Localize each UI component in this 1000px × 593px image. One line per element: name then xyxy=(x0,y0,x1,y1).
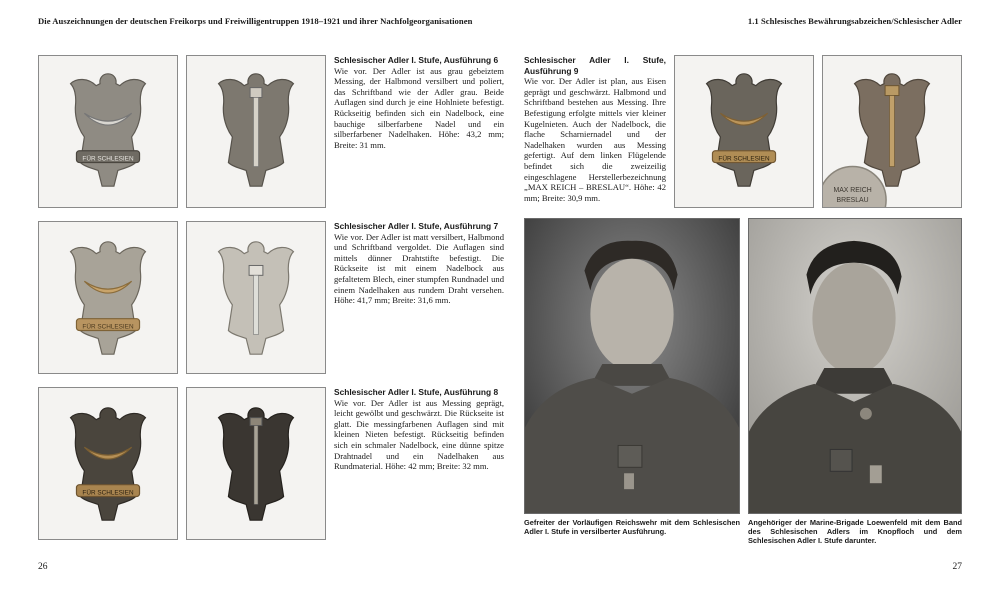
caption-right-portrait: Angehöriger der Marine-Brigade Loewenfeld mit dem Band des Schlesischen Adlers im Knopfloch und dem Schlesischen Adler I. Stufe darunter. xyxy=(748,518,962,546)
portrait-marine-brigade-photo xyxy=(748,218,962,514)
entry-8-body: Wie vor. Der Adler ist aus Messing geprägt, leicht gewölbt und geschwärzt. Die Rückseite ist glatt. Die messingfarbenen Auflagen sind mit kleinen Nieten befestigt. Rückseitig befinden sich ein schmaler Nadelbock, eine dünne spitze Drahtnadel und ein Nadelhaken aus Rundmaterial. Höhe: 42 mm; Breite: 32 mm. xyxy=(334,397,504,472)
portrait-reichswehr-photo xyxy=(524,218,740,514)
entry-6-title: Schlesischer Adler I. Stufe, Ausführung 6 xyxy=(334,55,499,65)
entry-6-text xyxy=(334,55,504,150)
entry-8-title: Schlesischer Adler I. Stufe, Ausführung 8 xyxy=(334,387,499,397)
entry-7-title: Schlesischer Adler I. Stufe, Ausführung 7 xyxy=(334,221,499,231)
maker-mark-line2: BRESLAU xyxy=(836,196,869,204)
badge-7-ribbon-text: FÜR SCHLESIEN xyxy=(82,323,134,331)
page-number-right: 27 xyxy=(952,562,962,572)
entry-6-body: Wie vor. Der Adler ist aus grau gebeiztem Messing, der Halbmond versilbert und poliert, das Schriftband wie der Adler grau. Beide Auflagen sind durch je eine Hohlniete befestigt. Rückseitig befinden sich ein Nadelbock, eine bauchige silberfarbene Nadel und ein silberfarbener Nadelhaken. Höhe: 43,2 mm; Breite: 31 mm. xyxy=(334,65,504,150)
running-header-left: Die Auszeichnungen der deutschen Freikorps und Freiwilligentruppen 1918–1921 und ihrer Nachfolgeorganisationen xyxy=(38,16,473,26)
badge-6-ribbon-text: FÜR SCHLESIEN xyxy=(82,155,134,163)
badge-9-front-photo xyxy=(674,55,814,208)
badge-9-ribbon-text: FÜR SCHLESIEN xyxy=(718,155,770,163)
entry-9-title: Schlesischer Adler I. Stufe, Ausführung 9 xyxy=(524,55,666,76)
badge-8-front-photo xyxy=(38,387,178,540)
badge-7-front-photo xyxy=(38,221,178,374)
badge-8-ribbon-text: FÜR SCHLESIEN xyxy=(82,489,134,497)
badge-6-front-photo xyxy=(38,55,178,208)
entry-7-body: Wie vor. Der Adler ist matt versilbert, Halbmond und Schriftband vergoldet. Die Auflagen sind mittels dünner Drahtstifte befestigt. Die Rückseite ist mit einem Nadelbock aus gefaltetem Blech, einer stumpfen Rundnadel und einem Nadelhaken aus rundem Draht versehen. Höhe: 41,7 mm; Breite: 31,6 mm. xyxy=(334,231,504,306)
running-header-right: 1.1 Schlesisches Bewährungsabzeichen/Schlesischer Adler xyxy=(747,16,962,26)
page-number-left: 26 xyxy=(38,562,48,572)
entry-7-text xyxy=(334,221,504,306)
entry-9-text xyxy=(524,55,666,203)
badge-8-back-photo xyxy=(186,387,326,540)
entry-9-body: Wie vor. Der Adler ist plan, aus Eisen geprägt und geschwärzt. Halbmond und Schriftband bestehen aus Messing. Ihre Befestigung erfolgte mittels vier kleiner Kugelnieten. Auch der Nadelbock, die flache Scharniernadel und der Nadelhaken wurden aus Messing gefertigt. Auf dem linken Flügelende befindet sich die zweizeilig eingeschlagene Herstellerbezeichnung „MAX REICH – BRESLAU“. Höhe: 42 mm; Breite: 30,9 mm. xyxy=(524,76,666,203)
badge-6-back-photo xyxy=(186,55,326,208)
caption-left-portrait: Gefreiter der Vorläufigen Reichswehr mit dem Schlesischen Adler I. Stufe in versilberter Ausführung. xyxy=(524,518,740,537)
maker-mark-line1: MAX REICH xyxy=(833,187,872,195)
entry-8-text xyxy=(334,387,504,472)
badge-7-back-photo xyxy=(186,221,326,374)
badge-9-back-photo xyxy=(822,55,962,208)
